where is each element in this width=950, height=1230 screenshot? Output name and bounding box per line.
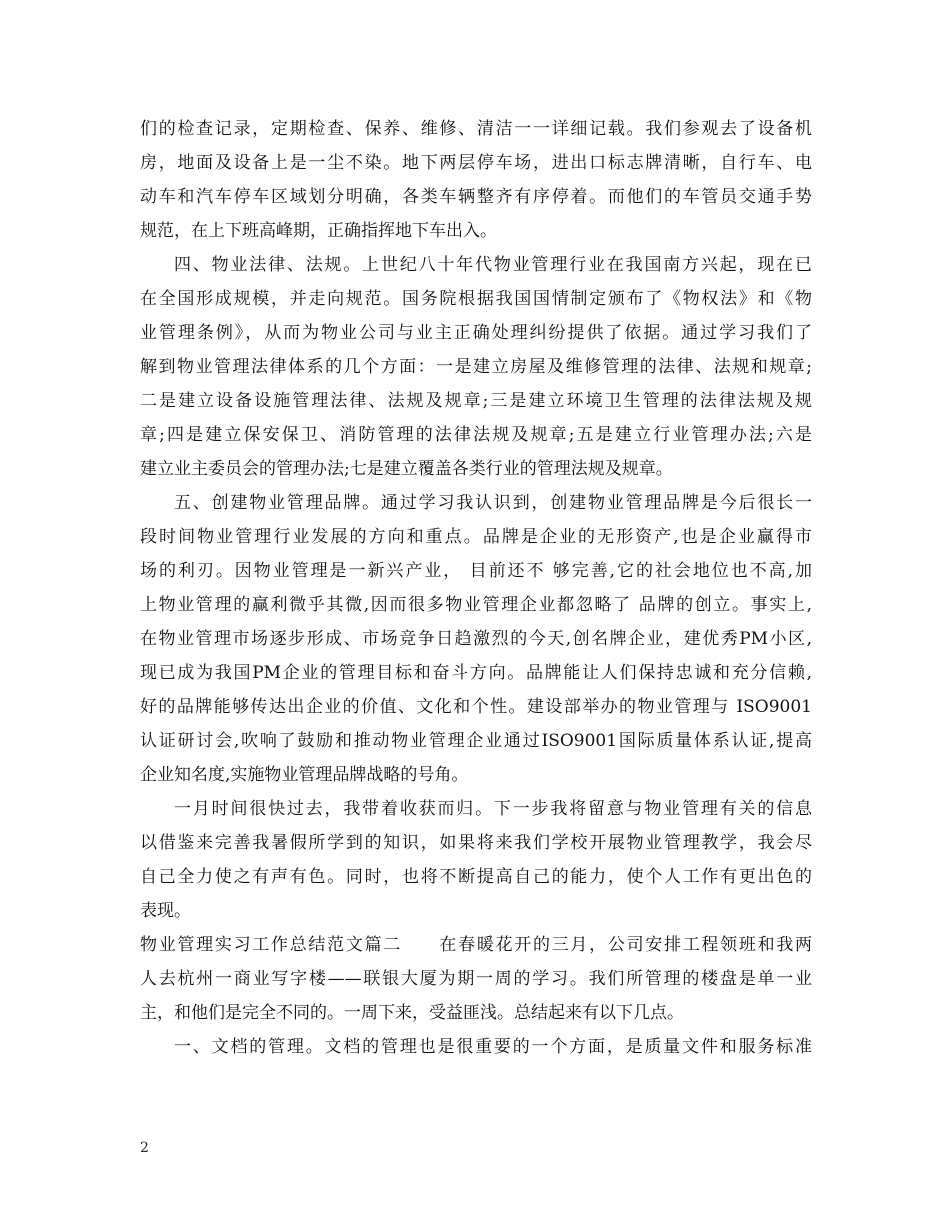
text-line: 段时间物业管理行业发展的方向和重点。品牌是企业的无形资产,也是企业赢得市 [140,527,812,547]
text-line: 表现。 [140,901,191,921]
text-line: 在全国形成规模，并走向规范。国务院根据我国国情制定颁布了《物权法》和《物 [140,289,812,309]
text-line: 解到物业管理法律体系的几个方面：一是建立房屋及维修管理的法律、法规和规章; [140,357,812,377]
text-line: 认证研讨会,吹响了鼓励和推动物业管理企业通过ISO9001国际质量体系认证,提高 [140,731,812,751]
text-line: 二是建立设备设施管理法律、法规及规章;三是建立环境卫生管理的法律法规及规 [140,391,812,411]
text-line: 在物业管理市场逐步形成、市场竞争日趋激烈的今天,创名牌企业，建优秀PM小区, [140,629,812,649]
text-line: 业管理条例》，从而为物业公司与业主正确处理纠纷提供了依据。通过学习我们了 [140,323,812,343]
text-line: 主，和他们是完全不同的。一周下来，受益匪浅。总结起来有以下几点。 [140,1003,684,1023]
text-line: 自己全力使之有声有色。同时，也将不断提高自己的能力，使个人工作有更出色的 [140,867,812,887]
paragraph-start-line: 一月时间很快过去，我带着收获而归。下一步我将留意与物业管理有关的信息 [174,799,812,819]
text-line: 好的品牌能够传达出企业的价值、文化和个性。建设部举办的物业管理与 ISO9001 [140,697,812,717]
text-line: 们的检查记录，定期检查、保养、维修、清洁一一详细记载。我们参观去了设备机 [140,119,812,139]
text-line: 建立业主委员会的管理办法;七是建立覆盖各类行业的管理法规及规章。 [140,459,673,479]
document-body [140,112,812,1064]
paragraph-start-line: 一、文档的管理。文档的管理也是很重要的一个方面，是质量文件和服务标准 [174,1037,812,1057]
text-line: 上物业管理的赢利微乎其微,因而很多物业管理企业都忽略了 品牌的创立。事实上, [140,595,812,615]
text-line: 场的利刃。因物业管理是一新兴产业， 目前还不 够完善,它的社会地位也不高,加 [140,561,812,581]
text-line: 规范，在上下班高峰期，正确指挥地下车出入。 [140,221,497,241]
text-line: 人去杭州一商业写字楼——联银大厦为期一周的学习。我们所管理的楼盘是单一业 [140,969,812,989]
text-line: 企业知名度,实施物业管理品牌战略的号角。 [140,765,469,785]
text-line: 动车和汽车停车区域划分明确，各类车辆整齐有序停着。而他们的车管员交通手势 [140,187,812,207]
page-number: 2 [140,1140,149,1156]
paragraph-start-line: 五、创建物业管理品牌。通过学习我认识到，创建物业管理品牌是今后很长一 [174,493,812,513]
text-line: 房，地面及设备上是一尘不染。地下两层停车场，进出口标志牌清晰，自行车、电 [140,153,812,173]
text-line: 章;四是建立保安保卫、消防管理的法律法规及规章;五是建立行业管理办法;六是 [140,425,812,445]
text-line: 以借鉴来完善我暑假所学到的知识，如果将来我们学校开展物业管理教学，我会尽 [140,833,812,853]
text-line: 现已成为我国PM企业的管理目标和奋斗方向。品牌能让人们保持忠诚和充分信赖, [140,663,812,683]
section-heading-line: 物业管理实习工作总结范文篇二 在春暖花开的三月，公司安排工程领班和我两 [140,935,812,955]
paragraph-start-line: 四、物业法律、法规。上世纪八十年代物业管理行业在我国南方兴起，现在已 [174,255,812,275]
